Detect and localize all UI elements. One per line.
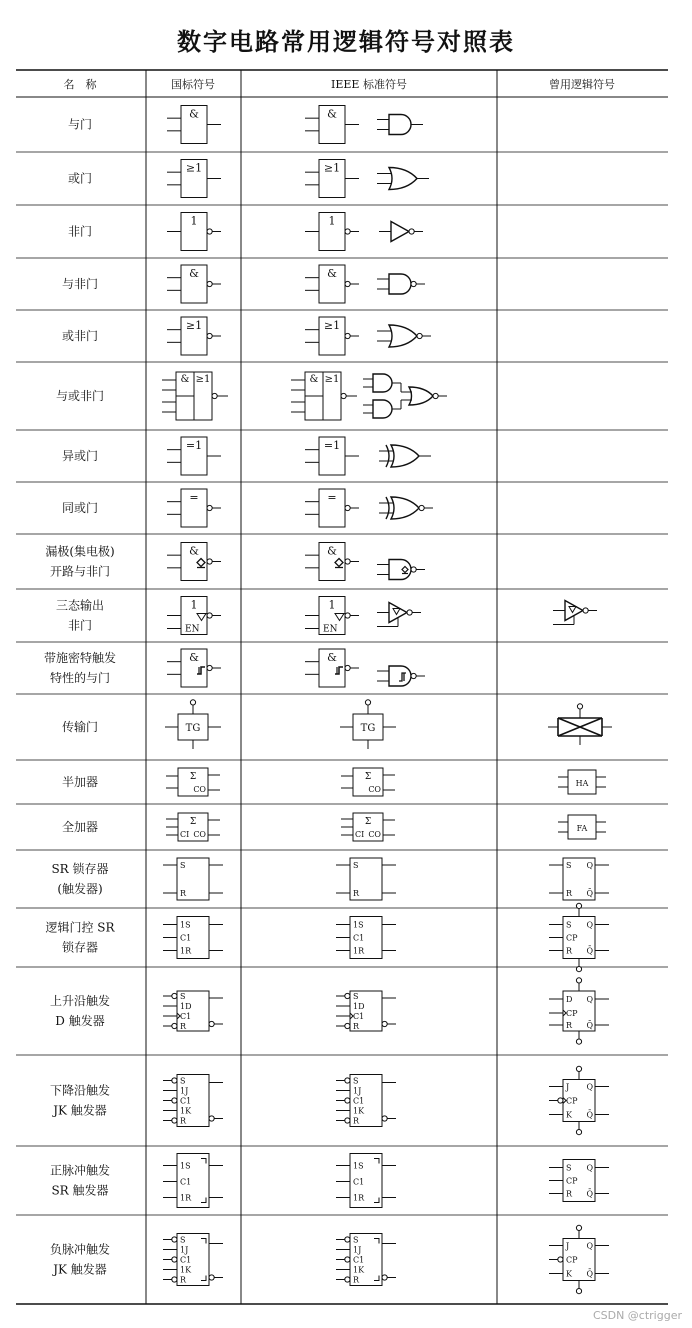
row-name bbox=[50, 1083, 110, 1118]
row-name-line: 下降沿触发 bbox=[49, 1083, 111, 1098]
pin-label: 1K bbox=[353, 1265, 365, 1275]
pin-label: C1 bbox=[180, 933, 192, 943]
pin-label: Q̄ bbox=[586, 1110, 593, 1120]
co-label: CO bbox=[368, 785, 381, 794]
header-1: 国标符号 bbox=[171, 78, 215, 91]
pin-label: C1 bbox=[180, 1012, 192, 1021]
row-name-line: 半加器 bbox=[61, 775, 99, 789]
pin-label: C1 bbox=[353, 1177, 365, 1187]
legacy-symbol bbox=[549, 1160, 609, 1202]
gate-label: ≥1 bbox=[324, 374, 340, 385]
gb-symbol bbox=[167, 213, 221, 251]
table-row bbox=[45, 903, 609, 971]
pin-label: R bbox=[353, 1116, 360, 1126]
pin-label: 1J bbox=[353, 1086, 362, 1096]
gate-label: TG bbox=[360, 723, 376, 734]
pin-label: 1K bbox=[180, 1265, 192, 1275]
gb-symbol bbox=[167, 543, 221, 581]
row-name bbox=[62, 774, 98, 789]
row-name-line: 带施密特触发 bbox=[43, 651, 117, 665]
pin-label: R bbox=[566, 889, 573, 898]
legacy-symbol bbox=[549, 1225, 609, 1293]
pin-label: CP bbox=[566, 1009, 578, 1018]
pin-label: D bbox=[566, 995, 573, 1004]
ieee-symbol bbox=[305, 437, 431, 475]
legacy-symbol bbox=[553, 601, 597, 625]
pin-label: R bbox=[566, 946, 573, 956]
row-name bbox=[62, 328, 98, 343]
ieee-symbol bbox=[305, 213, 423, 251]
row-name-line: 上升沿触发 bbox=[49, 994, 111, 1008]
ci-label: CI bbox=[180, 830, 190, 839]
pin-label: 1K bbox=[180, 1106, 192, 1116]
gate-label: FA bbox=[576, 824, 588, 833]
row-name-line: 特性的与门 bbox=[49, 671, 111, 685]
pin-label: R bbox=[353, 1022, 360, 1031]
row-name bbox=[62, 819, 98, 834]
pin-label: 1S bbox=[353, 920, 364, 930]
ieee-symbol bbox=[305, 265, 425, 303]
row-name-line: (触发器) bbox=[57, 882, 103, 896]
table-row bbox=[56, 372, 447, 420]
row-name-line: 或非门 bbox=[61, 329, 99, 343]
table-row bbox=[62, 489, 433, 527]
pin-label: 1R bbox=[353, 946, 365, 956]
gate-label: ≥1 bbox=[323, 161, 341, 175]
table-row bbox=[62, 437, 431, 475]
gate-label: HA bbox=[575, 779, 589, 788]
pin-label: R bbox=[180, 889, 187, 898]
ieee-symbol bbox=[305, 543, 425, 581]
pin-label: R bbox=[566, 1021, 573, 1030]
pin-label: C1 bbox=[353, 1012, 365, 1021]
gb-symbol bbox=[163, 1154, 223, 1208]
gate-label: = bbox=[189, 491, 199, 504]
pin-label: S bbox=[353, 992, 359, 1001]
table-row bbox=[62, 813, 606, 841]
ieee-symbol bbox=[341, 813, 395, 841]
pin-label: 1J bbox=[353, 1245, 362, 1255]
legacy-symbol bbox=[548, 704, 612, 745]
gb-symbol bbox=[167, 597, 221, 635]
pin-label: Q bbox=[586, 1163, 593, 1173]
pin-label: R bbox=[180, 1116, 187, 1126]
table-row bbox=[68, 213, 423, 251]
pin-label: S bbox=[353, 1076, 359, 1086]
pin-label: CP bbox=[566, 933, 578, 943]
ieee-symbol bbox=[336, 917, 396, 959]
gate-label: =1 bbox=[323, 439, 341, 452]
pin-label: K bbox=[566, 1269, 572, 1279]
pin-label: CP bbox=[566, 1096, 578, 1106]
ieee-symbol bbox=[305, 317, 431, 355]
gb-symbol bbox=[163, 991, 223, 1031]
ieee-symbol bbox=[336, 1234, 396, 1286]
row-name-line: 负脉冲触发 bbox=[49, 1242, 111, 1257]
pin-label: CP bbox=[566, 1255, 578, 1265]
pin-label: S bbox=[353, 1235, 359, 1245]
pin-label: 1S bbox=[353, 1161, 364, 1171]
pin-label: Q bbox=[586, 920, 593, 930]
row-name-line: 锁存器 bbox=[61, 940, 99, 955]
pin-label: 1R bbox=[180, 1193, 192, 1203]
gate-label: 1 bbox=[328, 214, 336, 228]
gate-label: & bbox=[189, 544, 199, 558]
header-3: 曾用逻辑符号 bbox=[549, 78, 615, 91]
gb-symbol bbox=[167, 106, 221, 144]
co-label: CO bbox=[368, 830, 381, 839]
pin-label: R bbox=[353, 889, 360, 898]
ieee-symbol bbox=[291, 372, 447, 420]
ieee-symbol bbox=[336, 991, 396, 1031]
pin-label: J bbox=[566, 1082, 570, 1092]
pin-label: K bbox=[566, 1110, 572, 1120]
table-row bbox=[50, 1066, 609, 1134]
ieee-symbol bbox=[305, 597, 421, 635]
pin-label: C1 bbox=[180, 1096, 192, 1106]
row-name-line: 与门 bbox=[67, 117, 93, 132]
row-name bbox=[56, 598, 104, 633]
gb-symbol bbox=[163, 917, 223, 959]
table-row bbox=[44, 649, 425, 687]
watermark: CSDN @ctrigger bbox=[592, 1309, 682, 1322]
pin-label: S bbox=[566, 920, 572, 930]
gate-label: TG bbox=[185, 723, 201, 734]
row-name-line: 非门 bbox=[67, 224, 93, 239]
row-name bbox=[44, 650, 116, 685]
row-name bbox=[62, 448, 98, 463]
gate-label: & bbox=[189, 267, 199, 280]
table-row bbox=[50, 1225, 609, 1293]
row-name-line: D 触发器 bbox=[55, 1014, 105, 1028]
gate-label: 1 bbox=[190, 214, 198, 228]
pin-label: Q̄ bbox=[586, 946, 593, 956]
enable-label: EN bbox=[185, 624, 200, 635]
row-name bbox=[51, 861, 108, 896]
pin-label: S bbox=[180, 992, 186, 1001]
table-row bbox=[68, 106, 423, 144]
legacy-symbol bbox=[549, 903, 609, 971]
gate-label: Σ bbox=[189, 817, 197, 827]
table-row bbox=[51, 858, 609, 900]
pin-label: Q bbox=[586, 1241, 593, 1251]
gb-symbol bbox=[166, 768, 220, 796]
gate-label: 1 bbox=[190, 598, 198, 612]
row-name bbox=[62, 719, 98, 734]
pin-label: 1S bbox=[180, 920, 191, 930]
row-name-line: 非门 bbox=[67, 618, 93, 633]
legacy-symbol bbox=[549, 1066, 609, 1134]
header-2: IEEE 标准符号 bbox=[331, 78, 407, 91]
gate-label: ≥1 bbox=[185, 161, 203, 175]
co-label: CO bbox=[193, 785, 206, 794]
legacy-symbol bbox=[558, 815, 606, 839]
pin-label: 1S bbox=[180, 1161, 191, 1171]
row-name-line: 三态输出 bbox=[55, 598, 105, 613]
pin-label: CP bbox=[566, 1176, 578, 1186]
row-name-line: 传输门 bbox=[61, 720, 99, 734]
pin-label: Q̄ bbox=[586, 1269, 593, 1279]
gate-label: Σ bbox=[364, 772, 372, 782]
row-name bbox=[50, 1163, 110, 1198]
legacy-symbol bbox=[549, 978, 609, 1044]
pin-label: R bbox=[566, 1189, 573, 1199]
pin-label: R bbox=[180, 1275, 187, 1285]
ieee-symbol bbox=[305, 106, 423, 144]
gate-label: & bbox=[189, 107, 199, 121]
gb-symbol bbox=[162, 372, 228, 420]
ieee-symbol bbox=[336, 858, 396, 900]
gate-label: =1 bbox=[185, 439, 203, 452]
pin-label: 1J bbox=[180, 1245, 189, 1255]
ieee-symbol bbox=[340, 700, 396, 749]
legacy-symbol bbox=[558, 770, 606, 794]
gb-symbol bbox=[167, 437, 221, 475]
table-row bbox=[62, 265, 425, 303]
gb-symbol bbox=[167, 649, 221, 687]
row-name bbox=[45, 920, 115, 955]
row-name bbox=[68, 117, 92, 132]
row-name-line: 开路与非门 bbox=[49, 564, 111, 579]
pin-label: Q bbox=[586, 1082, 593, 1092]
pin-label: Q bbox=[586, 861, 593, 870]
row-name-line: 逻辑门控 SR bbox=[45, 920, 115, 935]
gate-label: = bbox=[327, 491, 337, 504]
pin-label: C1 bbox=[353, 933, 365, 943]
gate-label: & bbox=[189, 651, 199, 664]
pin-label: S bbox=[566, 1163, 572, 1173]
table-row bbox=[62, 768, 606, 796]
row-name-line: 全加器 bbox=[61, 820, 99, 834]
legacy-symbol bbox=[549, 858, 609, 900]
pin-label: C1 bbox=[180, 1255, 192, 1265]
gb-symbol bbox=[166, 813, 220, 841]
gate-label: 1 bbox=[328, 598, 336, 612]
pin-label: 1R bbox=[180, 946, 192, 956]
gb-symbol bbox=[165, 700, 221, 749]
gb-symbol bbox=[163, 858, 223, 900]
gb-symbol bbox=[167, 489, 221, 527]
gb-symbol bbox=[163, 1075, 223, 1127]
table-row bbox=[45, 543, 425, 581]
gb-symbol bbox=[167, 160, 221, 198]
table-row bbox=[56, 597, 597, 635]
gate-label: & bbox=[309, 374, 319, 385]
row-name-line: 异或门 bbox=[61, 449, 99, 463]
ci-label: CI bbox=[355, 830, 365, 839]
row-name-line: 正脉冲触发 bbox=[49, 1163, 111, 1178]
table-row bbox=[62, 317, 431, 355]
pin-label: S bbox=[180, 861, 186, 870]
row-name-line: 与或非门 bbox=[55, 389, 105, 403]
pin-label: 1R bbox=[353, 1193, 365, 1203]
row-name bbox=[62, 500, 98, 515]
gate-label: ≥1 bbox=[195, 374, 211, 385]
gb-symbol bbox=[167, 317, 221, 355]
header-0: 名 称 bbox=[63, 78, 97, 91]
pin-label: 1K bbox=[353, 1106, 365, 1116]
pin-label: S bbox=[353, 861, 359, 870]
pin-label: Q̄ bbox=[586, 889, 593, 898]
gb-symbol bbox=[163, 1234, 223, 1286]
pin-label: Q̄ bbox=[586, 1021, 593, 1030]
pin-label: S bbox=[566, 861, 572, 870]
pin-label: 1J bbox=[180, 1086, 189, 1096]
row-name bbox=[68, 224, 92, 239]
pin-label: J bbox=[566, 1241, 570, 1251]
row-name bbox=[68, 171, 92, 186]
enable-label: EN bbox=[323, 624, 338, 635]
gate-label: Σ bbox=[364, 817, 372, 827]
ieee-symbol bbox=[336, 1075, 396, 1127]
pin-label: C1 bbox=[353, 1255, 365, 1265]
pin-label: 1D bbox=[353, 1002, 365, 1011]
gate-label: & bbox=[180, 374, 190, 385]
ieee-symbol bbox=[305, 649, 425, 687]
row-name-line: JK 触发器 bbox=[53, 1262, 107, 1277]
row-name bbox=[62, 276, 98, 291]
row-name-line: SR 锁存器 bbox=[51, 862, 109, 876]
pin-label: R bbox=[353, 1275, 360, 1285]
pin-label: C1 bbox=[353, 1096, 365, 1106]
table-row bbox=[50, 1154, 609, 1208]
pin-label: C1 bbox=[180, 1177, 192, 1187]
co-label: CO bbox=[193, 830, 206, 839]
pin-label: Q̄ bbox=[586, 1189, 593, 1199]
table-row bbox=[68, 160, 429, 198]
gate-label: ≥1 bbox=[185, 319, 203, 332]
gate-label: & bbox=[327, 544, 337, 558]
table-row bbox=[62, 700, 612, 749]
row-name-line: 同或门 bbox=[61, 501, 99, 515]
ieee-symbol bbox=[341, 768, 395, 796]
row-name-line: JK 触发器 bbox=[53, 1103, 107, 1118]
table-row bbox=[50, 978, 609, 1044]
pin-label: Q bbox=[586, 995, 593, 1004]
gate-label: & bbox=[327, 267, 337, 280]
row-name-line: SR 触发器 bbox=[51, 1183, 109, 1198]
ieee-symbol bbox=[336, 1154, 396, 1208]
gb-symbol bbox=[167, 265, 221, 303]
ieee-symbol bbox=[305, 489, 433, 527]
gate-label: Σ bbox=[189, 772, 197, 782]
row-name-line: 或门 bbox=[67, 171, 93, 186]
row-name bbox=[45, 544, 114, 579]
gate-label: & bbox=[327, 651, 337, 664]
pin-label: S bbox=[180, 1235, 186, 1245]
page-title: 数字电路常用逻辑符号对照表 bbox=[177, 27, 515, 56]
pin-label: 1D bbox=[180, 1002, 192, 1011]
row-name bbox=[50, 993, 110, 1028]
gate-label: & bbox=[327, 107, 337, 121]
row-name bbox=[50, 1242, 110, 1277]
row-name-line: 漏极(集电极) bbox=[45, 544, 115, 559]
pin-label: S bbox=[180, 1076, 186, 1086]
row-name bbox=[56, 388, 104, 403]
pin-label: R bbox=[180, 1022, 187, 1031]
gate-label: ≥1 bbox=[323, 319, 341, 332]
ieee-symbol bbox=[305, 160, 429, 198]
row-name-line: 与非门 bbox=[61, 277, 99, 291]
